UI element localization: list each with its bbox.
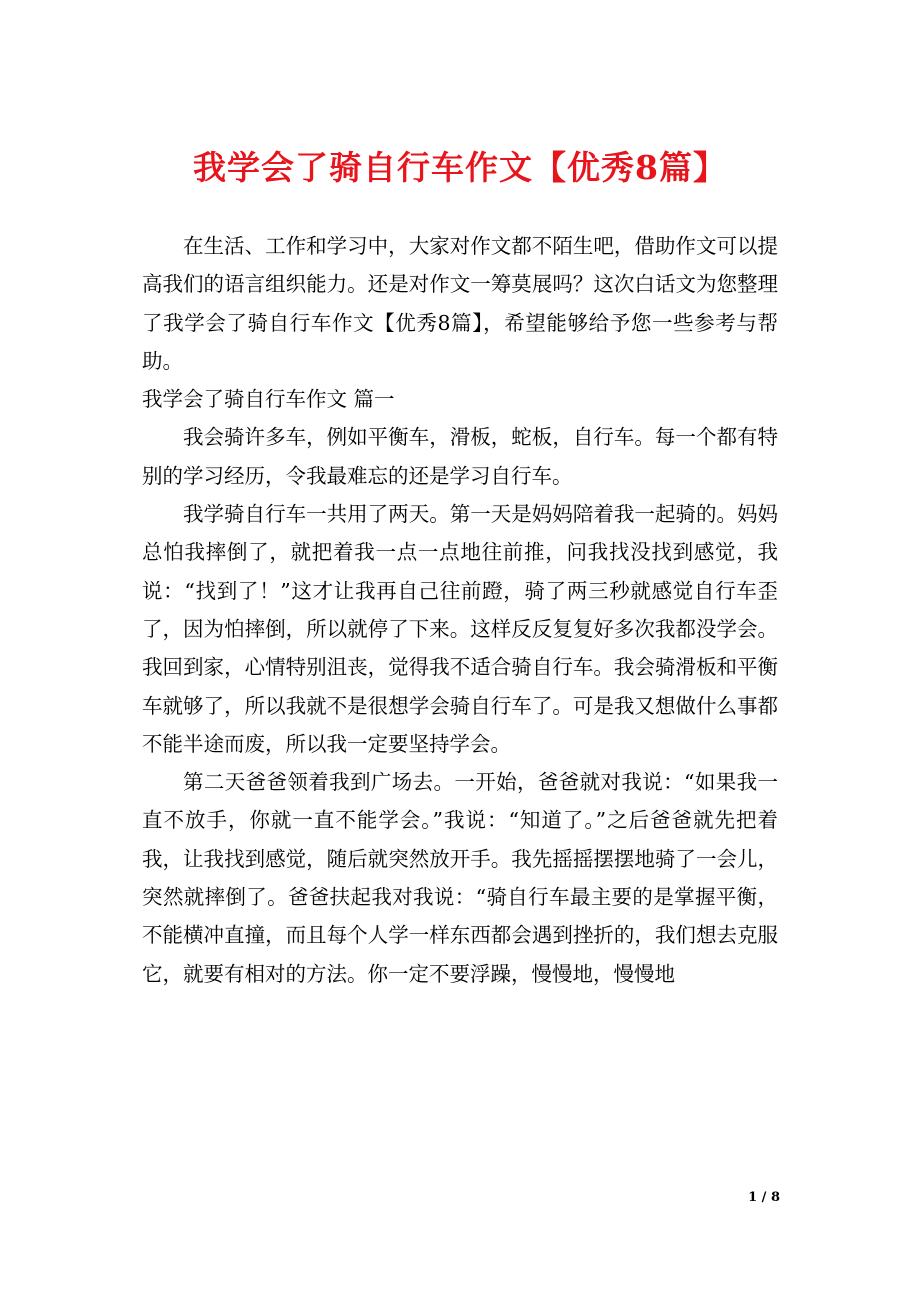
document-title: 我学会了骑自行车作文【优秀8篇】 — [193, 148, 727, 187]
intro-paragraph: 在生活、工作和学习中，大家对作文都不陌生吧，借助作文可以提高我们的语言组织能力。还是对作文一筹莫展吗？这次白话文为您整理了我学会了骑自行车作文【优秀8篇】，希望能够给予您一些参考与帮助。 — [142, 234, 778, 373]
page-number: 1 / 8 — [748, 1190, 780, 1205]
body-paragraph: 我学骑自行车一共用了两天。第一天是妈妈陪着我一起骑的。妈妈总怕我摔倒了，就把着我一点一点地往前推，问我找没找到感觉，我说：“找到了！”这才让我再自己往前蹬，骑了两三秒就感觉自行车歪了，因为怕摔倒，所以就停了下来。这样反反复复好多次我都没学会。我回到家，心情特别沮丧，觉得我不适合骑自行车。我会骑滑板和平衡车就够了，所以我就不是很想学会骑自行车了。可是我又想做什么事都不能半途而废，所以我一定要坚持学会。 — [142, 502, 778, 756]
body-paragraph: 第二天爸爸领着我到广场去。一开始，爸爸就对我说：“如果我一直不放手，你就一直不能学会。”我说：“知道了。”之后爸爸就先把着我，让我找到感觉，随后就突然放开手。我先摇摇摆摆地骑了一会儿，突然就摔倒了。爸爸扶起我对我说：“骑自行车最主要的是掌握平衡，不能横冲直撞，而且每个人学一样东西都会遇到挫折的，我们想去克服它，就要有相对的方法。你一定不要浮躁，慢慢地，慢慢地 — [142, 770, 778, 986]
document-body — [142, 227, 778, 993]
body-paragraph: 我会骑许多车，例如平衡车，滑板，蛇板，自行车。每一个都有特别的学习经历，令我最难忘的还是学习自行车。 — [142, 425, 778, 488]
section-heading: 我学会了骑自行车作文 篇一 — [142, 387, 395, 412]
